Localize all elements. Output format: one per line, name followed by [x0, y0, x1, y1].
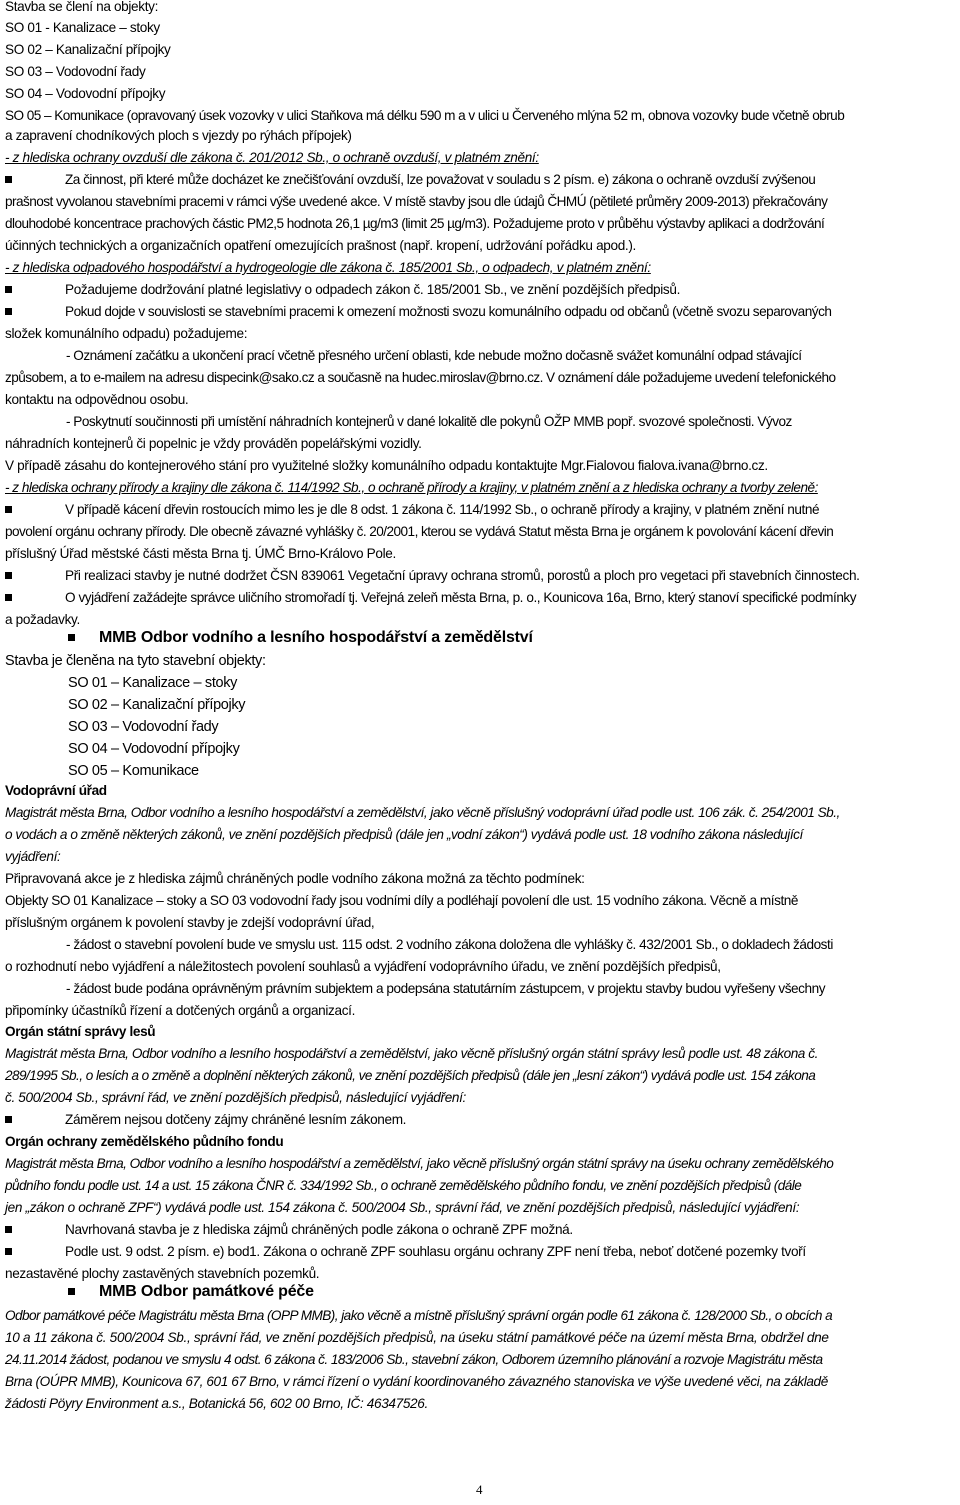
- text-line: SO 01 – Kanalizace – stoky: [68, 675, 238, 691]
- bullet-item: Záměrem nejsou dotčeny zájmy chráněné lesním zákonem.: [5, 1111, 406, 1129]
- text-line: vyjádření:: [5, 849, 61, 864]
- text-line: Magistrát města Brna, Odbor vodního a lesního hospodářství a zemědělství, jako věcně příslušný orgán státní správy lesů podle ust. 48 zákona č.: [5, 1046, 818, 1061]
- text-line: o rozhodnutí nebo vyjádření a náležitostech povolení souhlasů a vyjádření vodoprávního úřadu, ve znění pozdějších předpisů,: [5, 959, 721, 974]
- bullet-item: Při realizaci stavby je nutné dodržet ČSN 839061 Vegetační úpravy ochrana stromů, porostů a ploch pro vegetaci při stavebních činnostech.: [5, 567, 860, 585]
- text-line: Stavba je členěna na tyto stavební objekty:: [5, 653, 266, 669]
- subheading-water-authority: Vodoprávní úřad: [5, 783, 107, 798]
- text-line: půdního fondu podle ust. 14 a ust. 15 zákona ČNR č. 334/1992 Sb., o ochraně zemědělského půdního fondu, ve znění pozdějších předpisů (dále: [5, 1178, 802, 1193]
- text-line: kontaktu na odpovědnou osobu.: [5, 392, 189, 407]
- department-heading-water: MMB Odbor vodního a lesního hospodářství a zemědělství: [68, 629, 533, 647]
- text-line: příslušný Úřad městské části města Brna tj. ÚMČ Brno-Královo Pole.: [5, 546, 396, 561]
- bullet-icon: [5, 286, 12, 293]
- text-line: SO 04 – Vodovodní přípojky: [68, 741, 240, 757]
- section-heading-nature: - z hlediska ochrany přírody a krajiny dle zákona č. 114/1992 Sb., o ochraně přírody a krajiny, v platném znění a z hlediska ochrany a tvorby zeleně:: [5, 480, 818, 495]
- text-line: Odbor památkové péče Magistrátu města Brna (OPP MMB), jako věcně a místně příslušný správní orgán podle 61 zákona č. 128/2000 Sb., o obcích a: [5, 1308, 833, 1323]
- text-line: složek komunálního odpadu) požadujeme:: [5, 326, 248, 341]
- bullet-icon: [5, 176, 12, 183]
- subheading-forestry: Orgán státní správy lesů: [5, 1024, 156, 1039]
- bullet-icon: [5, 308, 12, 315]
- bullet-item: V případě kácení dřevin rostoucích mimo les je dle 8 odst. 1 zákona č. 114/1992 Sb., o ochraně přírody a krajiny, v platném znění nutné: [5, 501, 819, 519]
- text-line: náhradních kontejnerů či popelnic je vždy prováděn popelářskými vozidly.: [5, 436, 422, 451]
- text-line: - Oznámení začátku a ukončení prací včetně přesného určení oblasti, kde nebude možno dočasně svážet komunální odpad stávající: [66, 348, 802, 363]
- text-line: SO 05 – Komunikace (opravovaný úsek vozovky v ulici Staňkova má délku 590 m a v ulici u Červeného mlýna 52 m, obnova vozovky bude včetně obrub: [5, 108, 845, 123]
- text-line: jen „zákon o ochraně ZPF“) vydává podle ust. 154 zákona č. 500/2004 Sb., správní řád, ve znění pozdějších předpisů, následující vyjádření:: [5, 1200, 800, 1215]
- bullet-icon: [5, 1226, 12, 1233]
- text-line: Magistrát města Brna, Odbor vodního a lesního hospodářství a zemědělství, jako věcně příslušný orgán státní správy na úseku ochrany zemědělského: [5, 1156, 834, 1171]
- text-line: způsobem, a to e-mailem na adresu dispecink@sako.cz a současně na hudec.miroslav@brno.cz. V oznámení dále požadujeme uvedení telefonického: [5, 370, 836, 385]
- text-line: žádosti Pöyry Environment a.s., Botanická 56, 602 00 Brno, IČ: 46347526.: [5, 1396, 428, 1411]
- page-number: 4: [476, 1482, 483, 1497]
- text-line: příslušným orgánem k povolení stavby je zdejší vodoprávní úřad,: [5, 915, 375, 930]
- text-line: prašnost vyvolanou stavebními pracemi v rámci výše uvedené akce. V místě stavby jsou dle údajů ČHMÚ (pětileté průměry 2009-2013) překračovány: [5, 194, 828, 209]
- text-line: č. 500/2004 Sb., správní řád, ve znění pozdějších předpisů, následující vyjádření:: [5, 1090, 466, 1105]
- bullet-item: Navrhovaná stavba je z hlediska zájmů chráněných podle zákona o ochraně ZPF možná.: [5, 1221, 573, 1239]
- text-line: a požadavky.: [5, 612, 80, 627]
- text-line: dlouhodobé koncentrace prachových částic PM2,5 hodnota 26,1 µg/m3 (limit 25 µg/m3). Požadujeme proto v průběhu výstavby aplikaci a dodržování: [5, 216, 825, 231]
- text-line: Objekty SO 01 Kanalizace – stoky a SO 03 vodovodní řady jsou vodními díly a podléhají povolení dle ust. 15 vodního zákona. Věcně a místně: [5, 893, 799, 908]
- text-line: 289/1995 Sb., o lesích a o změně a doplnění některých zákonů, ve znění pozdějších předpisů (dále jen „lesní zákon“) vydává podle ust. 154 zákona: [5, 1068, 816, 1083]
- text-line: připomínky účastníků řízení a dotčených orgánů a organizací.: [5, 1003, 356, 1018]
- bullet-icon: [5, 506, 12, 513]
- subheading-agricultural-land: Orgán ochrany zemědělského půdního fondu: [5, 1134, 284, 1149]
- bullet-icon: [68, 1288, 75, 1295]
- text-line: SO 03 – Vodovodní řady: [68, 719, 219, 735]
- text-line: Brna (OÚPR MMB), Kounicova 67, 601 67 Brno, v rámci řízení o vydání koordinovaného závazného stanoviska ve výše uvedené věci, na základě: [5, 1374, 828, 1389]
- bullet-item: Požadujeme dodržování platné legislativy o odpadech zákon č. 185/2001 Sb., ve znění pozdějších předpisů.: [5, 281, 680, 299]
- section-heading-air: - z hlediska ochrany ovzduší dle zákona č. 201/2012 Sb., o ochraně ovzduší, v platném znění:: [5, 150, 539, 165]
- text-line: a zapravení chodníkových ploch s vjezdy po rýhách přípojek): [5, 128, 352, 143]
- text-line: SO 02 – Kanalizační přípojky: [68, 697, 246, 713]
- text-line: SO 05 – Komunikace: [68, 763, 199, 779]
- text-line: - žádost o stavební povolení bude ve smyslu ust. 115 odst. 2 vodního zákona doložena dle vyhlášky č. 432/2001 Sb., o dokladech žádosti: [66, 937, 833, 952]
- text-line: 10 a 11 zákona č. 500/2004 Sb., správní řád, ve znění pozdějších předpisů, na úseku státní památkové péče na území města Brna, obdržel dne: [5, 1330, 829, 1345]
- bullet-icon: [5, 594, 12, 601]
- bullet-icon: [5, 572, 12, 579]
- text-line: SO 01 - Kanalizace – stoky: [5, 20, 160, 35]
- bullet-icon: [68, 634, 75, 641]
- text-line: nezastavěné plochy zastavěných stavebních pozemků.: [5, 1266, 320, 1281]
- bullet-item: O vyjádření zažádejte správce uličního stromořadí tj. Veřejná zeleň města Brna, p. o., Kounicova 16a, Brno, který stanoví specifické podmínky: [5, 589, 856, 607]
- text-line: V případě zásahu do kontejnerového stání pro využitelné složky komunálního odpadu kontaktujte Mgr.Fialovou fialova.ivana@brno.cz.: [5, 458, 768, 473]
- text-line: povolení orgánu ochrany přírody. Dle obecně závazné vyhlášky č. 20/2001, kterou se vydává Statut města Brna je orgánem k povolování kácení dřevin: [5, 524, 834, 539]
- text-line: SO 04 – Vodovodní přípojky: [5, 86, 166, 101]
- text-line: 24.11.2014 žádost, podanou ve smyslu 4 odst. 6 zákona č. 183/2006 Sb., stavební zákon, Odborem územního plánování a rozvoje Magistrátu města: [5, 1352, 823, 1367]
- bullet-item: Pokud dojde v souvislosti se stavebními pracemi k omezení možnosti svozu komunálního odpadu od občanů (včetně svozu separovaných: [5, 303, 831, 321]
- text-line: - žádost bude podána oprávněným právním subjektem a podepsána statutárním zástupcem, v projektu stavby budou vyřešeny všechny: [66, 981, 826, 996]
- text-line: SO 03 – Vodovodní řady: [5, 64, 146, 79]
- bullet-item: Podle ust. 9 odst. 2 písm. e) bod1. Zákona o ochraně ZPF souhlasu orgánu ochrany ZPF není třeba, neboť dotčené pozemky tvoří: [5, 1243, 806, 1261]
- bullet-icon: [5, 1248, 12, 1255]
- bullet-item: Za činnost, při které může docházet ke znečišťování ovzduší, lze považovat v souladu s 2 písm. e) zákona o ochraně ovzduší zvýšenou: [5, 171, 815, 189]
- text-line: Připravovaná akce je z hlediska zájmů chráněných podle vodního zákona možná za těchto podmínek:: [5, 871, 585, 886]
- text-line: Magistrát města Brna, Odbor vodního a lesního hospodářství a zemědělství, jako věcně příslušný vodoprávní úřad podle ust. 106 zák. č. 254/2001 Sb.,: [5, 805, 840, 820]
- text-line: SO 02 – Kanalizační přípojky: [5, 42, 171, 57]
- text-line: - Poskytnutí součinnosti při umístění náhradních kontejnerů v dané lokalitě dle pokynů OŽP MMB popř. svozové společnosti. Vývoz: [66, 414, 792, 429]
- department-heading-heritage: MMB Odbor památkové péče: [68, 1283, 314, 1301]
- text-line: o vodách a o změně některých zákonů, ve znění pozdějších předpisů (dále jen „vodní zákon“) vydává podle ust. 18 vodního zákona následující: [5, 827, 803, 842]
- bullet-icon: [5, 1116, 12, 1123]
- text-line: účinných technických a organizačních opatření omezujících prašnost (např. kropení, udržování pořádku apod.).: [5, 238, 636, 253]
- section-heading-waste: - z hlediska odpadového hospodářství a hydrogeologie dle zákona č. 185/2001 Sb., o odpadech, v platném znění:: [5, 260, 651, 275]
- text-line: Stavba se člení na objekty:: [5, 0, 159, 14]
